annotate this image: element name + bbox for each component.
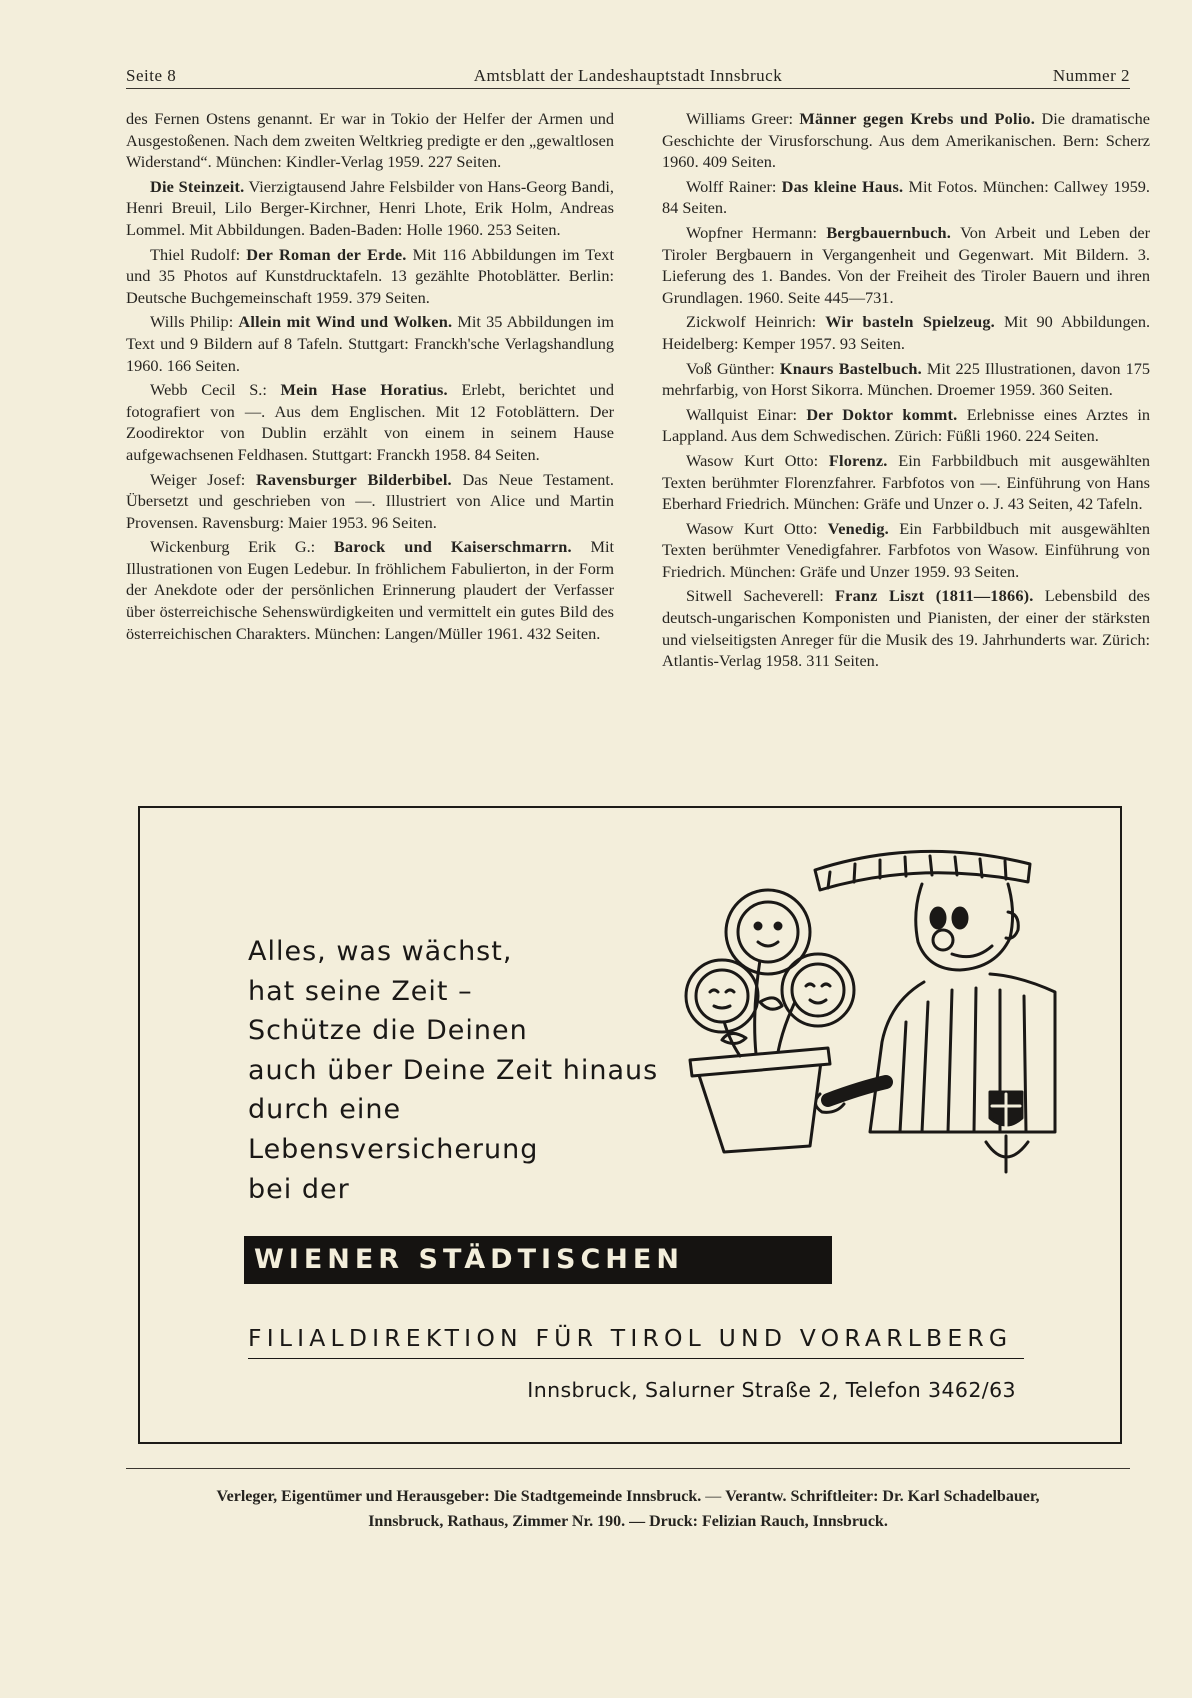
entry-text: Mit 35 Abbildungen im Text und 9 Bildern auf 8 Tafeln. Stuttgart: Franckh'sche Verlagshandlung 1960. 166 Seiten.	[126, 312, 614, 375]
header-rule	[126, 88, 1130, 89]
book-entry	[126, 469, 614, 534]
imprint-separator: —	[701, 1488, 726, 1505]
issue-number: Nummer 2	[1052, 66, 1130, 85]
entry-title: Der Roman der Erde.	[246, 244, 407, 264]
book-entry	[126, 244, 614, 309]
footer-rule	[126, 1468, 1130, 1469]
entry-title: Barock und Kaiserschmarrn.	[333, 537, 572, 557]
entry-text: Das Neue Testament. Übersetzt und geschrieben von —. Illustriert von Alice und Martin Provensen. Ravensburg: Maier 1953. 96 Seiten.	[126, 469, 614, 532]
imprint-line-1	[126, 1484, 1130, 1509]
slogan-line: Alles, was wächst,	[248, 936, 513, 967]
book-entry	[662, 585, 1150, 671]
book-entry	[662, 450, 1150, 515]
entry-author: Voß Günther:	[686, 358, 775, 378]
entry-title: Ravensburger Bilderbibel.	[255, 469, 452, 489]
entry-author: Wickenburg Erik G.:	[150, 537, 316, 557]
entry-title: Die Steinzeit.	[150, 176, 245, 196]
entry-title: Wir basteln Spielzeug.	[825, 312, 995, 332]
slogan-line: auch über Deine Zeit hinaus	[248, 1054, 659, 1086]
entry-text: Mit 225 Illustrationen, davon 175 mehrfarbig, von Horst Sikorra. München. Droemer 1959. 360 Seiten.	[662, 358, 1150, 400]
right-column	[662, 108, 1150, 675]
book-entry	[662, 404, 1150, 447]
entry-title: Allein mit Wind und Wolken.	[238, 312, 453, 332]
slogan-line: bei der	[248, 1173, 350, 1205]
gardener-with-flowerpot-icon	[660, 842, 1070, 1212]
entry-author: Williams Greer:	[686, 109, 794, 128]
entry-text: des Fernen Ostens genannt. Er war in Tokio der Helfer der Armen und Ausgestoßenen. Nach dem zweiten Weltkrieg predigte er den „gewaltlosen Widerstand“. München: Kindler-Verlag 1959. 227 Seiten.	[126, 109, 614, 172]
entry-text: Die dramatische Geschichte der Virusforschung. Aus dem Amerikanischen. Bern: Scherz 1960. 409 Seiten.	[662, 109, 1151, 172]
book-entry	[662, 108, 1150, 173]
entry-text: Lebensbild des deutsch-ungarischen Komponisten und Pianisten, der einer der stärksten und vielseitigsten Anreger für die Musik des 19. Jahrhunderts war. Zürich: Atlantis-Verlag 1958. 311 Seiten.	[662, 586, 1151, 671]
book-entry	[126, 176, 614, 241]
page-number: Seite 8	[126, 66, 177, 85]
branch-rule	[248, 1358, 1024, 1359]
imprint-line-2	[126, 1509, 1130, 1534]
imprint	[126, 1484, 1130, 1534]
imprint-address: Innsbruck, Rathaus, Zimmer Nr. 190. — Druck: Felizian Rauch, Innsbruck.	[368, 1513, 888, 1530]
book-entry	[126, 379, 614, 465]
entry-text: Vierzigtausend Jahre Felsbilder von Hans-Georg Bandi, Henri Breuil, Lilo Berger-Kirchner, Henri Lhote, Erik Holm, Andreas Lommel. Mit Abbildungen. Baden-Baden: Holle 1960. 253 Seiten.	[126, 176, 614, 239]
book-entry	[662, 358, 1150, 401]
publication-title: Amtsblatt der Landeshauptstadt Innsbruck	[473, 66, 783, 85]
book-entry	[126, 536, 614, 644]
book-entry	[126, 108, 614, 173]
entry-text: Mit Illustrationen von Eugen Ledebur. In fröhlichem Fabulierton, in der Form der Anekdote oder der persönlichen Erinnerung plaudert der Verfasser über österreichische Sehenswürdigkeiten und vermittelt ein gutes Bild des österreichischen Charakters. München: Langen/Müller 1961. 432 Seiten.	[126, 537, 615, 643]
entry-title: Mein Hase Horatius.	[280, 380, 448, 400]
imprint-editor: Verantw. Schriftleiter: Dr. Karl Schadelbauer,	[725, 1488, 1040, 1505]
book-entry	[662, 518, 1150, 583]
entry-text: Mit Fotos. München: Callwey 1959. 84 Seiten.	[662, 176, 1150, 218]
branch-address: Innsbruck, Salurner Straße 2, Telefon 3462/63	[527, 1378, 1016, 1402]
entry-title: Männer gegen Krebs und Polio.	[799, 109, 1036, 128]
insurance-advertisement	[138, 806, 1122, 1444]
entry-author: Wopfner Hermann:	[686, 222, 817, 242]
entry-text: Mit 116 Abbildungen im Text und 35 Photos auf Kunstdrucktafeln. 13 gezählte Photoblätter. Berlin: Deutsche Buchgemeinschaft 1959. 379 Seiten.	[126, 244, 614, 307]
entry-title: Florenz.	[828, 450, 888, 470]
page-header	[126, 66, 1130, 88]
entry-title: Bergbauernbuch.	[826, 222, 952, 242]
ad-slogan	[248, 932, 658, 1209]
entry-author: Thiel Rudolf:	[150, 244, 241, 264]
entry-author: Webb Cecil S.:	[150, 380, 267, 400]
branch-office: FILIALDIREKTION FÜR TIROL UND VORARLBERG	[248, 1324, 1013, 1352]
entry-author: Wasow Kurt Otto:	[686, 518, 818, 538]
entry-author: Wolff Rainer:	[686, 176, 777, 196]
entry-text: Ein Farbbildbuch mit ausgewählten Texten berühmter Venedigfahrer. Farbfotos von Wasow. Einführung von Friedrich. München: Gräfe und Unzer 1959. 93 Seiten.	[662, 518, 1150, 581]
entry-text: Von Arbeit und Leben der Tiroler Bergbauern in Vergangenheit und Gegenwart. Mit Bildern. 3. Lieferung des 1. Bandes. Von der Freiheit des Tiroler Bauern und ihren Grundlagen. 1960. Seite 445—731.	[662, 222, 1150, 307]
entry-text: Mit 90 Abbildungen. Heidelberg: Kemper 1957. 93 Seiten.	[662, 312, 1151, 353]
entry-author: Wills Philip:	[150, 312, 234, 332]
brand-banner: WIENER STÄDTISCHEN	[244, 1236, 832, 1284]
entry-author: Weiger Josef:	[150, 469, 246, 489]
entry-author: Sitwell Sacheverell:	[686, 586, 824, 606]
entry-title: Knaurs Bastelbuch.	[779, 358, 922, 378]
entry-text: Ein Farbbildbuch mit ausgewählten Texten berühmter Florenzfahrer. Farbfotos von —. Einführung von Hans Eberhard Friedrich. München: Gräfe und Unzer o. J. 43 Seiten, 42 Tafeln.	[662, 450, 1150, 514]
entry-author: Zickwolf Heinrich:	[686, 312, 817, 332]
entry-title: Franz Liszt (1811—1866).	[835, 586, 1034, 606]
left-column	[126, 108, 614, 647]
entry-title: Venedig.	[827, 518, 889, 538]
slogan-line: durch eine	[248, 1094, 402, 1126]
slogan-line: Schütze die Deinen	[248, 1015, 528, 1047]
slogan-line: Lebensversicherung	[248, 1133, 539, 1165]
entry-text: Erlebt, berichtet und fotografiert von —. Aus dem Englischen. Mit 12 Fotoblättern. Der Zoodirektor von Dublin erzählt von einem in seinem Hause aufgewachsenen Feldhasen. Stuttgart: Franckh 1958. 84 Seiten.	[126, 380, 614, 464]
book-entry	[126, 311, 614, 376]
book-entry	[662, 311, 1150, 354]
entry-title: Der Doktor kommt.	[806, 404, 958, 424]
slogan-line: hat seine Zeit –	[248, 975, 473, 1007]
entry-text: Erlebnisse eines Arztes in Lappland. Aus dem Schwedischen. Zürich: Füßli 1960. 224 Seiten.	[662, 404, 1150, 446]
entry-title: Das kleine Haus.	[781, 176, 904, 196]
book-entry	[662, 222, 1150, 308]
entry-author: Wallquist Einar:	[686, 404, 798, 424]
entry-author: Wasow Kurt Otto:	[686, 450, 819, 470]
imprint-publisher: Verleger, Eigentümer und Herausgeber: Die Stadtgemeinde Innsbruck.	[216, 1488, 702, 1505]
book-entry	[662, 176, 1150, 219]
